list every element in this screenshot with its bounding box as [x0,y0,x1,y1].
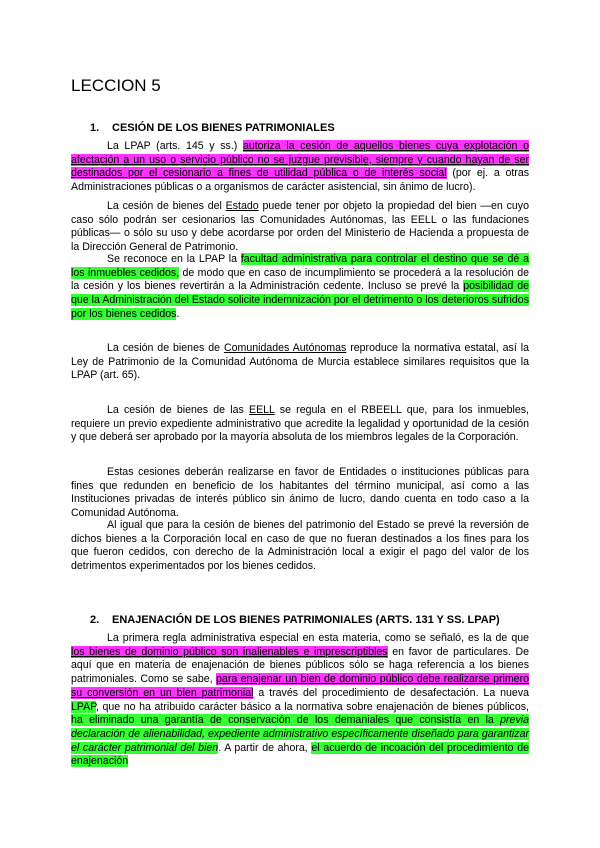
s2-p1-highlight-green-acuerdo: el acuerdo de incoación del procedimiento de enajenación [71,741,529,768]
s1-p2-underline-estado: Estado [225,200,259,212]
s1-paragraph-2 [71,200,529,255]
section-1-heading-text: CESIÓN DE LOS BIENES PATRIMONIALES [112,122,335,134]
s2-paragraph-1 [71,632,529,769]
section-1-heading [90,122,335,134]
s1-p3-text-e: . [176,307,180,320]
s1-paragraph-6: Estas cesiones deberán realizarse en favor de Entidades o instituciones públicas para fines que redunden en beneficio de los habitantes del término municipal, así como a las Instituciones privadas de interés público sin ánimo de lucro, dando cuenta en todo caso a la Comunidad Autónoma. [71,466,529,520]
s2-p1-highlight-green-italic: previa declaración de alienabilidad, expediente administrativo específicamente diseñado para garantizar el carácter patrimonial del bien [71,714,529,754]
s1-p2-text-a: La cesión de bienes del [107,200,226,212]
s1-p1-highlight-pink: autoriza la cesión de aquellos bienes cuya explotación o afectación a un uso o servicio público no se juzgue previsible, siempre y cuando hayan de ser destinados por el cesionario a fines de utilidad pública o de interés social [71,140,529,180]
s2-p1-highlight-pink-2: para enajenar un bien de dominio público debe realizarse primero su conversión en un bien patrimonial [71,673,529,699]
s2-p1-highlight-green-lpap: LPAP [71,700,96,713]
s2-p1-highlight-pink-1: los bienes de dominio público son inalienables e imprescriptibles [71,645,388,658]
s1-paragraph-4 [71,342,529,383]
s1-p2-text-c: puede tener por objeto la propiedad del bien —en cuyo caso sólo podrán ser cesionarios las Comunidades Autónomas, las EELL o las fundaciones públicas— o sólo su uso y debe acordarse por orden del Ministerio de Hacienda a propuesta de la Dirección General de Patrimonio. [71,200,529,254]
section-2-heading [90,614,500,626]
s1-p4-text-c: reproduce la normativa estatal, así la Ley de Patrimonio de la Comunidad Autónoma de Murcia establece similares requisitos que la LPAP (art. 65). [71,342,529,382]
s1-p3-text-a: Se reconoce en la LPAP la [107,253,241,265]
s1-p4-underline-ccaa: Comunidades Autónomas [223,342,347,354]
s2-p1-text-j: . A partir de ahora, [218,741,312,754]
s1-p3-highlight-green-2: posibilidad de que la Administración del Estado solicite indemnización por el detrimento o los deterioros sufridos por los bienes cedidos [71,280,530,320]
s2-p1-text-a: La primera regla administrativa especial en esta materia, como se señaló, es la de que [107,632,529,644]
s1-p3-highlight-green-1: facultad administrativa para controlar el destino que se dé a los inmuebles cedidos, [71,253,529,279]
s1-p5-text-c: se regula en el RBEELL que, para los inmuebles, requiere un previo expediente administrativo que acredite la legalidad y oportunidad de la cesión y que deberá ser aprobado por la mayoría absoluta de los miembros legales de la Corporación. [71,404,529,444]
s1-paragraph-7: Al igual que para la cesión de bienes del patrimonio del Estado se prevé la reversión de dichos bienes a la Corporación local en caso de que no fueran destinados a los fines para los que fueron cedidos, con derecho de la Administración local a exigir el pago del valor de los detrimentos experimentados por los bienes cedidos. [71,519,529,573]
section-2-heading-text: ENAJENACIÓN DE LOS BIENES PATRIMONIALES (ARTS. 131 Y SS. LPAP) [112,614,500,626]
section-1-number: 1. [90,122,100,134]
lesson-title: LECCION 5 [71,76,161,95]
s1-p1-text-c: (por ej. a otras Administraciones públicas o a organismos de carácter asistencial, sin ánimo de lucro). [71,167,530,194]
s1-paragraph-1 [71,140,529,195]
s1-p5-text-a: La cesión de bienes de las [107,404,250,416]
s1-p4-text-a: La cesión de bienes de [107,342,224,354]
s1-p3-text-c: de modo que en caso de incumplimiento se procederá a la resolución de la cesión y los bienes revertirán a la Administración cedente. Incluso se prevé la [71,266,529,293]
s2-p1-text-c: en favor de particulares. De aquí que en materia de enajenación de bienes públicos sólo se haga referencia a los bienes patrimoniales. Como se sabe, [71,645,529,686]
s2-p1-text-g: , que no ha atribuido carácter básico a la normativa sobre enajenación de bienes públicos, [95,700,529,713]
section-2-number: 2. [90,614,100,626]
s2-p1-highlight-green-garantia: ha eliminado una garantía de conservación de los demaniales que consistía en la [71,714,501,727]
s2-p1-text-e: a través del procedimiento de desafectación. La nueva [253,686,530,699]
s1-p1-text-a: La LPAP (arts. 145 y ss.) [107,140,243,152]
s1-paragraph-3 [71,253,529,322]
s1-p5-underline-eell: EELL [249,404,275,416]
s1-paragraph-5 [71,404,529,445]
